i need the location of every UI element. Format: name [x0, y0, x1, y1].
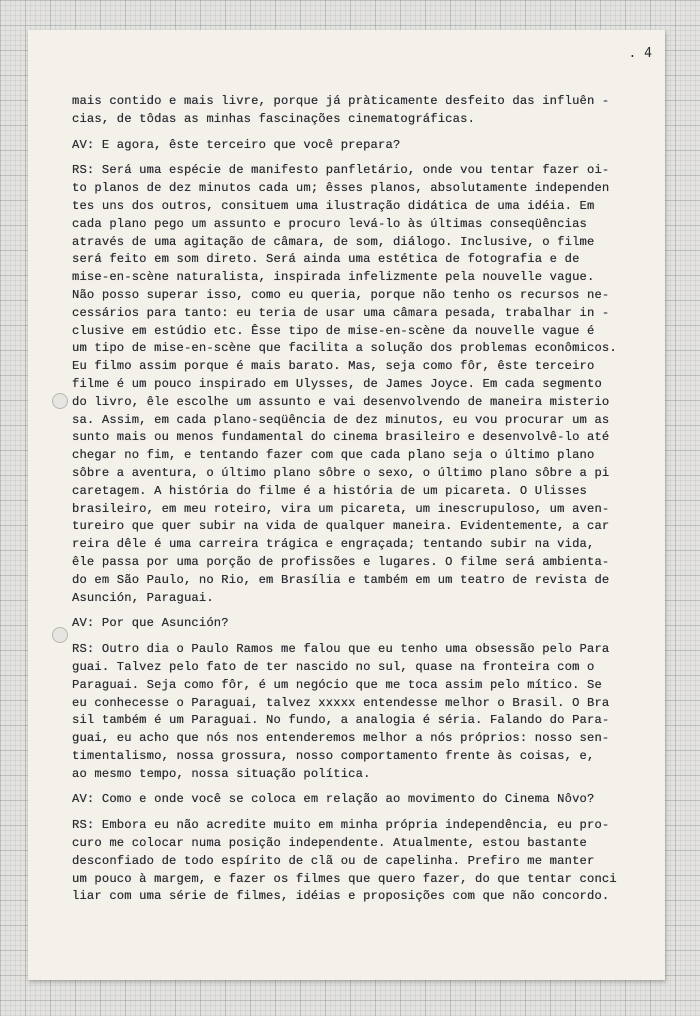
- text-line: AV: Por que Asunción?: [72, 616, 229, 631]
- text-line: RS: Será uma espécie de manifesto panfletário, onde vou tentar fazer oi-: [72, 163, 610, 178]
- text-line: timentalismo, nossa grossura, nosso comportamento frente às coisas, e,: [72, 748, 595, 763]
- paragraph: [72, 817, 647, 906]
- text-line: será feito em som direto. Será ainda uma estética de fotografia e de: [72, 252, 580, 267]
- text-line: êle passa por uma porção de profissões e lugares. O filme será ambienta-: [72, 554, 610, 569]
- text-line: caretagem. A história do filme é a história de um picareta. O Ulisses: [72, 483, 587, 498]
- text-line: curo me colocar numa posição independente. Atualmente, estou bastante: [72, 836, 587, 851]
- paragraph: [72, 791, 647, 809]
- punch-hole-bottom: [52, 627, 68, 643]
- text-line: AV: Como e onde você se coloca em relação ao movimento do Cinema Nôvo?: [72, 792, 595, 807]
- text-line: mise-en-scène naturalista, inspirada infelizmente pela nouvelle vague.: [72, 270, 595, 285]
- paragraph: [72, 137, 647, 155]
- text-line: cias, de tôdas as minhas fascinações cinematográficas.: [72, 111, 476, 126]
- text-line: Não posso superar isso, como eu queria, porque não tenho os recursos ne-: [72, 287, 610, 302]
- text-line: cada plano pego um assunto e procuro levá-lo às últimas conseqüências: [72, 216, 587, 231]
- text-line: cessários para tanto: eu teria de usar uma câmara pesada, trabalhar in -: [72, 305, 610, 320]
- text-line: AV: E agora, êste terceiro que você prepara?: [72, 137, 401, 152]
- text-line: ao mesmo tempo, nossa situação política.: [72, 766, 371, 781]
- text-line: RS: Embora eu não acredite muito em minha própria independência, eu pro-: [72, 818, 610, 833]
- text-line: um tipo de mise-en-scène que facilita a solução dos problemas econômicos.: [72, 341, 617, 356]
- document-body: [72, 93, 647, 914]
- text-line: reira dêle é uma carreira trágica e engraçada; tentando subir na vida,: [72, 537, 595, 552]
- text-line: brasileiro, em meu roteiro, vira um picareta, um inescrupuloso, um aven-: [72, 501, 610, 516]
- text-line: sil também é um Paraguai. No fundo, a analogia é séria. Falando do Para-: [72, 713, 610, 728]
- text-line: clusive em estúdio etc. Êsse tipo de mise-en-scène da nouvelle vague é: [72, 323, 595, 338]
- text-line: sa. Assim, em cada plano-seqüência de dez minutos, eu vou procurar um as: [72, 412, 610, 427]
- text-line: um pouco à margem, e fazer os filmes que quero fazer, do que tentar conci: [72, 871, 617, 886]
- paragraph: [72, 615, 647, 633]
- text-line: através de uma agitação de câmara, de som, diálogo. Inclusive, o filme: [72, 234, 595, 249]
- text-line: do em São Paulo, no Rio, em Brasília e também em um teatro de revista de: [72, 572, 610, 587]
- text-line: chegar no fim, e tentando fazer com que cada plano seja o último plano: [72, 448, 595, 463]
- text-line: liar com uma série de filmes, idéias e proposições com que não concordo.: [72, 889, 610, 904]
- text-line: sunto mais ou menos fundamental do cinema brasileiro e desenvolvê-lo até: [72, 430, 610, 445]
- text-line: guai, eu acho que nós nos entenderemos melhor a nós próprios: nosso sen-: [72, 731, 610, 746]
- text-line: eu conhecesse o Paraguai, talvez xxxxx entendesse melhor o Brasil. O Bra: [72, 695, 610, 710]
- text-line: desconfiado de todo espírito de clã ou de capelinha. Prefiro me manter: [72, 853, 595, 868]
- text-line: Paraguai. Seja como fôr, é um negócio que me toca assim pelo mítico. Se: [72, 677, 602, 692]
- text-line: to planos de dez minutos cada um; êsses planos, absolutamente independen: [72, 181, 610, 196]
- paragraph: [72, 162, 647, 607]
- text-line: Asunción, Paraguai.: [72, 590, 214, 605]
- text-line: filme é um pouco inspirado em Ulysses, de James Joyce. Em cada segmento: [72, 376, 602, 391]
- text-line: mais contido e mais livre, porque já pràticamente desfeito das influên -: [72, 94, 610, 108]
- text-line: guai. Talvez pelo fato de ter nascido no sul, quase na fronteira com o: [72, 659, 595, 674]
- text-line: sôbre a aventura, o último plano sôbre o sexo, o último plano sôbre a pi: [72, 465, 610, 480]
- text-line: tureiro que quer subir na vida de qualquer maneira. Evidentemente, a car: [72, 519, 610, 534]
- page-number: . 4: [628, 46, 652, 61]
- text-line: Eu filmo assim porque é mais barato. Mas, seja como fôr, êste terceiro: [72, 359, 595, 374]
- text-line: RS: Outro dia o Paulo Ramos me falou que eu tenho uma obsessão pelo Para: [72, 642, 610, 657]
- paragraph: [72, 93, 647, 129]
- text-line: do livro, êle escolhe um assunto e vai desenvolvendo de maneira misterio: [72, 394, 610, 409]
- paragraph: [72, 641, 647, 783]
- punch-hole-top: [52, 393, 68, 409]
- text-line: tes uns dos outros, consituem uma ilustração didática de uma idéia. Em: [72, 198, 595, 213]
